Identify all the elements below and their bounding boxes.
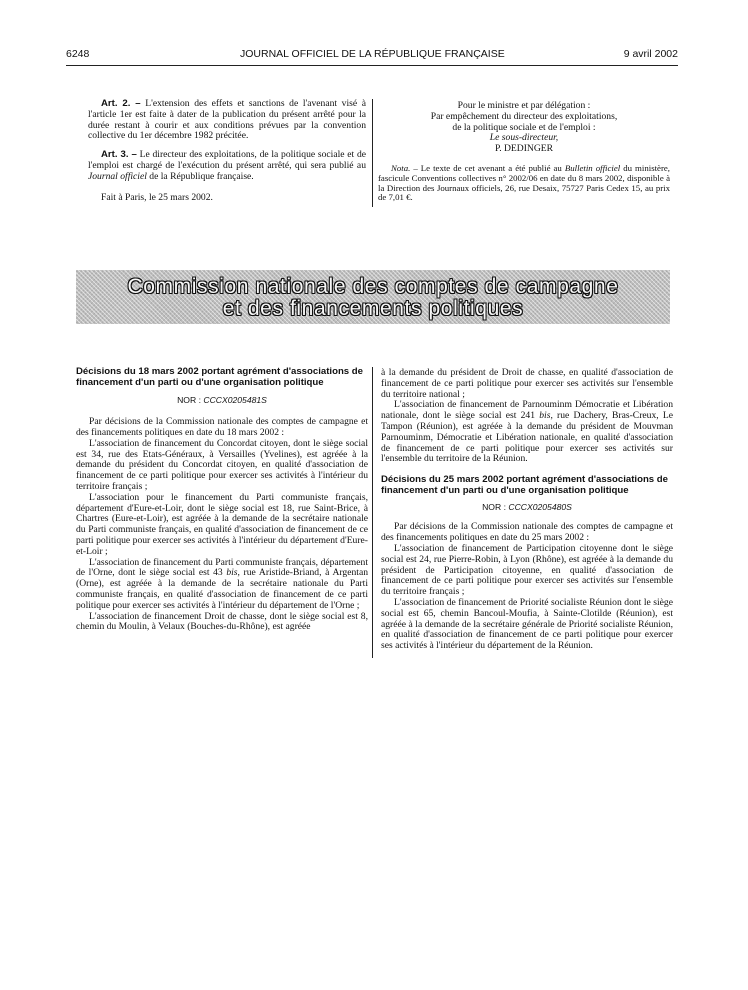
art3-text-b: de la République française. <box>146 170 254 182</box>
left-nor-label: NOR : <box>177 395 204 406</box>
nota <box>378 164 670 203</box>
sig-line-3: de la politique sociale et de l'emploi : <box>452 121 596 133</box>
left-nor <box>76 395 368 405</box>
sig-line-2: Par empêchement du directeur des exploitations, <box>430 110 618 122</box>
art3-text-a: Le directeur des exploitations, de la politique sociale et de l'emploi est chargé de l'exécution du présent arrêté, qui sera publié au <box>88 149 366 171</box>
article-3 <box>88 150 366 182</box>
right-para-4: L'association de financement de Participation citoyenne dont le siège social est 24, rue Pierre-Robin, à Lyon (Rhône), est agréée à la demande du président de Participation citoyenne, en qualité d'association de financement de ce parti politique pour exercer ses activités sur l'ensemble du territoire français ; <box>381 542 673 598</box>
page-number: 6248 <box>66 48 90 60</box>
left-column <box>76 367 368 633</box>
left-para-4-bis: bis <box>226 567 238 579</box>
right-column <box>381 368 673 652</box>
right-nor <box>381 502 673 512</box>
art3-label: Art. 3. – <box>101 149 137 161</box>
top-column-divider <box>372 99 373 207</box>
banner-line-1: Commission nationale des comptes de campagne <box>127 275 619 298</box>
right-para-2 <box>381 400 673 465</box>
art2-text: L'extension des effets et sanctions de l'avenant visé à l'article 1er est faite à dater de la publication du présent arrêté pour la durée restant à courir et aux conditions prévues par la convention collective du 1er décembre 1982 précitée. <box>88 98 367 142</box>
right-para-2b: , rue Dachery, Bras-Creux, Le Tampon (Réunion), est agréée à la demande du président de Mouvman Parnouminm, Démocratie et Libération nationale, en qualité d'association de financement de ce parti politique pour exercer ses activités sur l'ensemble du territoire de la Réunion. <box>381 410 673 465</box>
left-para-4b: , rue Aristide-Briand, à Argentan (Orne), est agréée à la demande de la secrétaire nationale du Parti communiste français, en qualité d'association de financement de ce parti politique pour exercer ses activités à l'intérieur du département de l'Orne ; <box>76 567 368 611</box>
nota-label: Nota. <box>391 162 411 173</box>
right-para-5: L'association de financement de Priorité socialiste Réunion dont le siège social est 65, chemin Bancoul-Moufia, à Sainte-Clotilde (Réunion), est agréée à la demande de la secrétaire générale de Priorité socialiste Réunion, en qualité d'association de financement de ce parti politique pour exercer ses activités à l'intérieur du département de la Réunion. <box>381 596 673 652</box>
left-para-4a: L'association de financement du Parti communiste français, département de l'Orne, dont le siège social est 43 <box>76 556 368 579</box>
bottom-column-divider <box>372 367 373 658</box>
right-para-3: Par décisions de la Commission nationale des comptes de campagne et des financements politiques en date du 25 mars 2002 : <box>381 521 673 544</box>
right-body-top <box>381 368 673 465</box>
header-rule <box>66 65 678 66</box>
sig-role: Le sous-directeur, <box>489 132 559 144</box>
left-para-2: L'association de financement du Concordat citoyen, dont le siège social est 34, rue des Etats-Généraux, à Versailles (Yvelines), est agréée à la demande du président du Concordat citoyen, en qualité d'association de financement de ce parti politique pour exercer ses activités à l'intérieur du territoire français ; <box>76 437 368 492</box>
left-body <box>76 417 368 633</box>
left-nor-code: CCCX0205481S <box>203 395 267 406</box>
right-nor-label: NOR : <box>482 502 509 513</box>
top-left-articles <box>88 99 366 203</box>
right-para-2a: L'association de financement de Parnouminm Démocratie et Libération nationale, dont le siège social est 241 <box>381 399 673 422</box>
left-para-4 <box>76 558 368 612</box>
issue-date: 9 avril 2002 <box>623 48 678 60</box>
right-nor-code: CCCX0205480S <box>508 502 572 513</box>
nota-text-a: – Le texte de cet avenant a été publié au <box>410 162 565 173</box>
journal-title: JOURNAL OFFICIEL DE LA RÉPUBLIQUE FRANÇAISE <box>240 48 505 60</box>
top-right-signature <box>378 101 670 203</box>
right-heading: Décisions du 25 mars 2002 portant agrément d'associations de financement d'un parti ou d'une organisation politique <box>381 474 668 496</box>
section-banner <box>76 270 670 324</box>
right-para-2-bis: bis <box>539 410 551 422</box>
left-para-5: L'association de financement Droit de chasse, dont le siège social est 8, chemin du Moulin, à Velaux (Bouches-du-Rhône), est agréée <box>76 610 368 633</box>
left-para-1: Par décisions de la Commission nationale des comptes de campagne et des financements politiques en date du 18 mars 2002 : <box>76 416 368 438</box>
left-heading: Décisions du 18 mars 2002 portant agrément d'associations de financement d'un parti ou d'une organisation politique <box>76 366 363 388</box>
right-body-bottom <box>381 522 673 652</box>
art2-label: Art. 2. – <box>101 98 141 109</box>
nota-bulletin: Bulletin officiel <box>564 162 621 173</box>
banner-line-2: et des financements politiques <box>222 297 524 320</box>
article-2 <box>88 99 366 142</box>
left-para-3: L'association pour le financement du Parti communiste français, département d'Eure-et-Loir, dont le siège social est 18, rue Saint-Brice, à Chartres (Eure-et-Loir), est agréée à la demande de la secrétaire nationale du Parti communiste français, en qualité d'association de financement de ce parti politique pour exercer ses activités à l'intérieur du département d'Eure-et-Loir ; <box>76 491 368 557</box>
sig-line-1: Pour le ministre et par délégation : <box>457 100 591 111</box>
art3-journal: Journal officiel <box>88 170 147 182</box>
nota-text-b: du ministère, fascicule Conventions collectives n° 2002/06 en date du 8 mars 2002, disponible à la Direction des Journaux officiels, 26, rue Desaix, 75727 Paris Cedex 15, au prix de 7,01 €. <box>378 162 670 203</box>
signed-place-date: Fait à Paris, le 25 mars 2002. <box>101 191 213 203</box>
sig-name: P. DEDINGER <box>494 143 554 155</box>
right-para-1: à la demande du président de Droit de chasse, en qualité d'association de financement de ce parti politique pour exercer ses activités sur l'ensemble du territoire national ; <box>381 367 673 400</box>
